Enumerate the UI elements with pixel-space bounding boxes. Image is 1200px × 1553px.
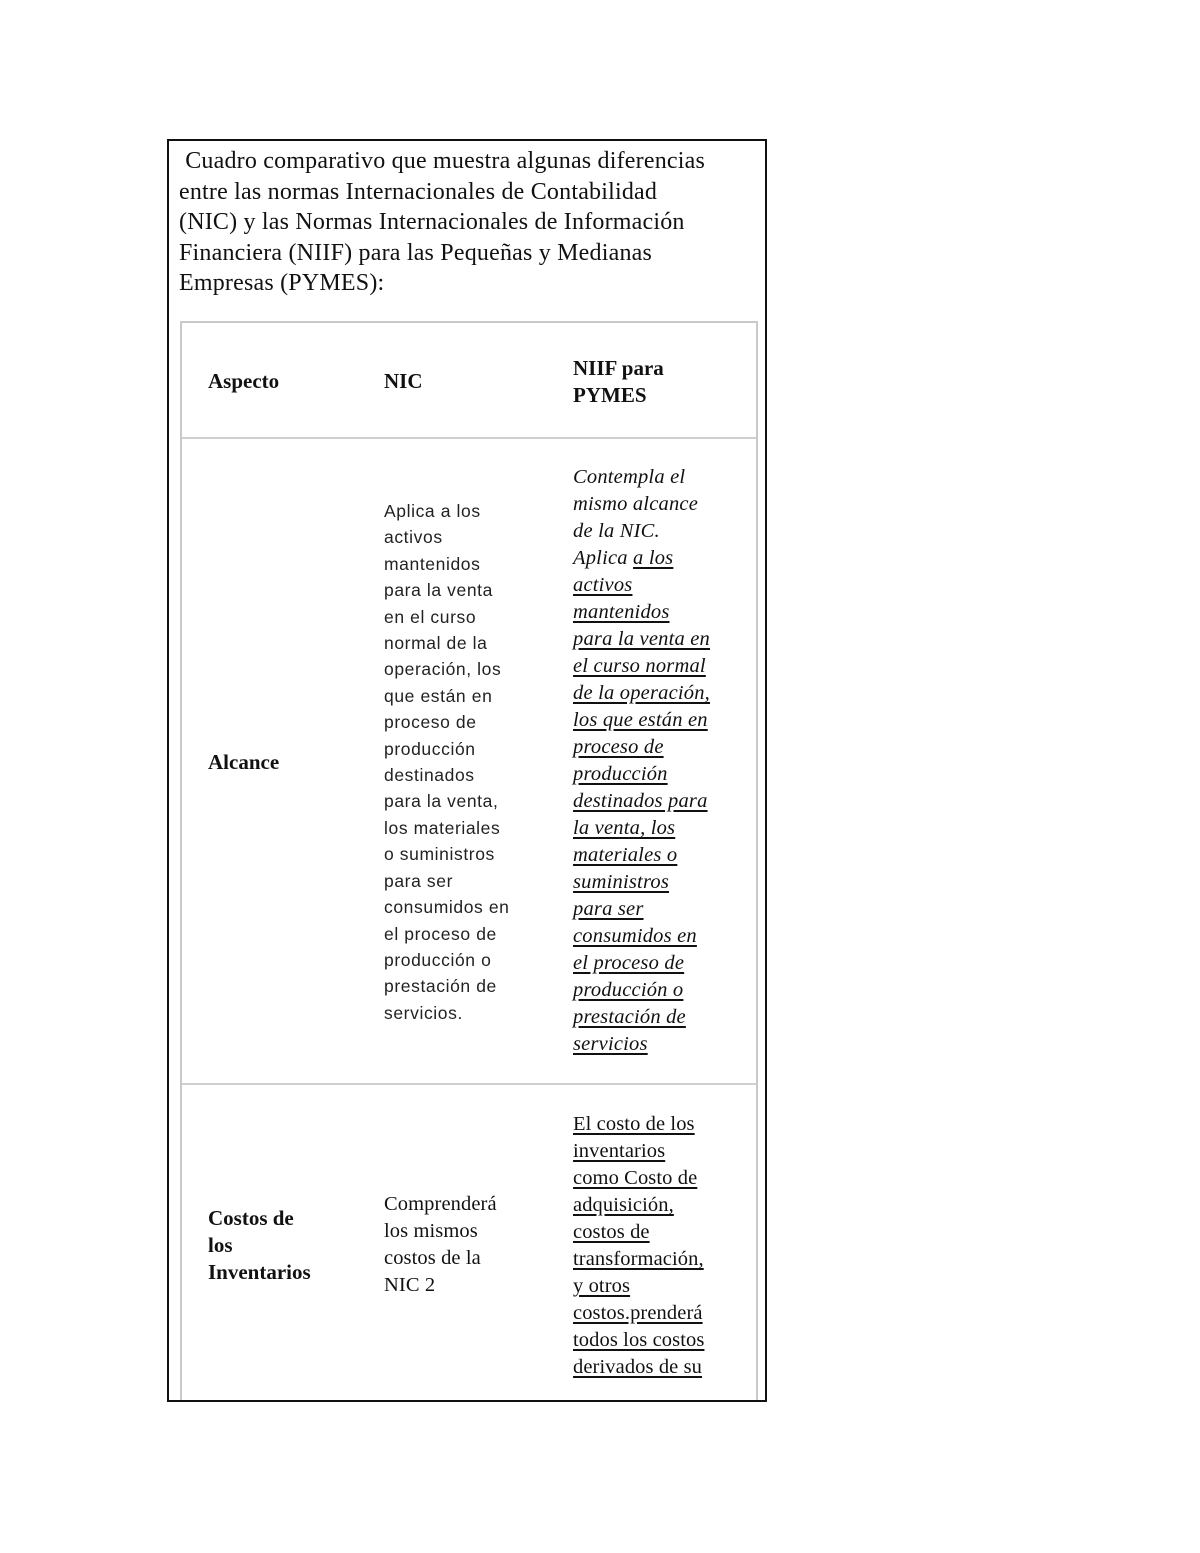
niif-line: para ser xyxy=(573,898,644,920)
niif-line: consumidos en xyxy=(573,925,697,947)
intro-paragraph xyxy=(179,146,759,299)
nic-line: los materiales xyxy=(384,817,501,838)
niif-line: el curso normal xyxy=(573,655,706,677)
nic-line: normal de la xyxy=(384,633,488,654)
niif-line xyxy=(573,545,710,572)
niif-cell xyxy=(573,1111,704,1381)
niif-line: suministros xyxy=(573,871,669,893)
niif-underlined-text: a los xyxy=(633,547,674,569)
niif-line: todos los costos xyxy=(573,1329,705,1351)
header-aspect: Aspecto xyxy=(208,369,280,393)
niif-line: de la NIC. xyxy=(573,520,660,542)
niif-line: producción o xyxy=(573,979,684,1001)
nic-line: producción xyxy=(384,738,476,759)
niif-text: Aplica xyxy=(573,547,634,569)
niif-line: servicios xyxy=(573,1033,648,1055)
nic-line: Aplica a los xyxy=(384,501,481,521)
intro-line: (NIC) y las Normas Internacionales de Información xyxy=(179,209,685,235)
niif-line: como Costo de xyxy=(573,1167,698,1189)
niif-line: materiales o xyxy=(573,844,678,866)
comparison-table xyxy=(180,321,758,1402)
nic-line: en el curso xyxy=(384,606,477,627)
niif-line: transformación, xyxy=(573,1248,704,1270)
niif-line: derivados de su xyxy=(573,1356,703,1378)
niif-line: activos xyxy=(573,574,633,596)
niif-line: los que están en xyxy=(573,709,708,731)
niif-line: El costo de los xyxy=(573,1113,695,1135)
table-header-row xyxy=(182,323,756,437)
nic-line: destinados xyxy=(384,765,475,786)
niif-line: de la operación, xyxy=(573,682,710,704)
niif-line: costos de xyxy=(573,1221,650,1243)
document-frame xyxy=(167,139,767,1402)
nic-line: producción o xyxy=(384,949,492,970)
intro-line: Empresas (PYMES): xyxy=(179,270,385,296)
header-nic: NIC xyxy=(384,369,423,393)
header-niif-line: PYMES xyxy=(573,383,647,407)
row-aspect-line: Costos de xyxy=(208,1206,294,1230)
nic-line: costos de la xyxy=(384,1247,481,1269)
niif-line: Contempla el xyxy=(573,466,686,488)
niif-cell xyxy=(573,464,710,1058)
nic-cell xyxy=(384,1191,497,1299)
intro-line: Financiera (NIIF) para las Pequeñas y Medianas xyxy=(179,239,653,266)
nic-line: Comprenderá xyxy=(384,1193,497,1215)
niif-line: para la venta en xyxy=(573,628,710,650)
niif-line: costos.prenderá xyxy=(573,1302,703,1324)
nic-line: para la venta, xyxy=(384,791,499,812)
nic-line: activos xyxy=(384,527,443,548)
nic-line: o suministros xyxy=(384,844,495,865)
nic-line: NIC 2 xyxy=(384,1274,436,1296)
niif-line: adquisición, xyxy=(573,1194,674,1216)
nic-line: proceso de xyxy=(384,712,477,733)
niif-line: y otros xyxy=(573,1275,631,1297)
table-row xyxy=(182,1085,756,1402)
nic-line: servicios. xyxy=(384,1002,463,1023)
nic-line: para ser xyxy=(384,870,453,891)
row-aspect-line: los xyxy=(208,1233,233,1257)
intro-line: entre las normas Internacionales de Contabilidad xyxy=(179,178,658,205)
nic-line: mantenidos xyxy=(384,553,481,574)
niif-line: destinados para xyxy=(573,790,708,812)
niif-line: prestación de xyxy=(573,1006,686,1028)
niif-line: producción xyxy=(573,763,668,785)
header-niif-line: NIIF para xyxy=(573,356,664,380)
niif-line: el proceso de xyxy=(573,952,685,974)
nic-line: para la venta xyxy=(384,580,493,601)
nic-line: los mismos xyxy=(384,1220,478,1242)
niif-line: mismo alcance xyxy=(573,493,698,515)
nic-line: prestación de xyxy=(384,976,497,997)
row-aspect xyxy=(208,1205,311,1286)
niif-line: mantenidos xyxy=(573,601,670,623)
table-row xyxy=(182,439,756,1083)
row-aspect: Alcance xyxy=(208,750,280,774)
niif-line: inventarios xyxy=(573,1140,666,1162)
nic-line: que están en xyxy=(384,685,493,706)
header-niif xyxy=(573,355,664,409)
nic-line: el proceso de xyxy=(384,923,497,944)
intro-line: Cuadro comparativo que muestra algunas diferencias xyxy=(179,148,706,174)
niif-line: proceso de xyxy=(573,736,664,758)
row-aspect-line: Inventarios xyxy=(208,1260,311,1284)
niif-line: la venta, los xyxy=(573,817,676,839)
nic-line: operación, los xyxy=(384,659,502,680)
nic-cell xyxy=(384,498,510,1026)
nic-line: consumidos en xyxy=(384,897,510,918)
